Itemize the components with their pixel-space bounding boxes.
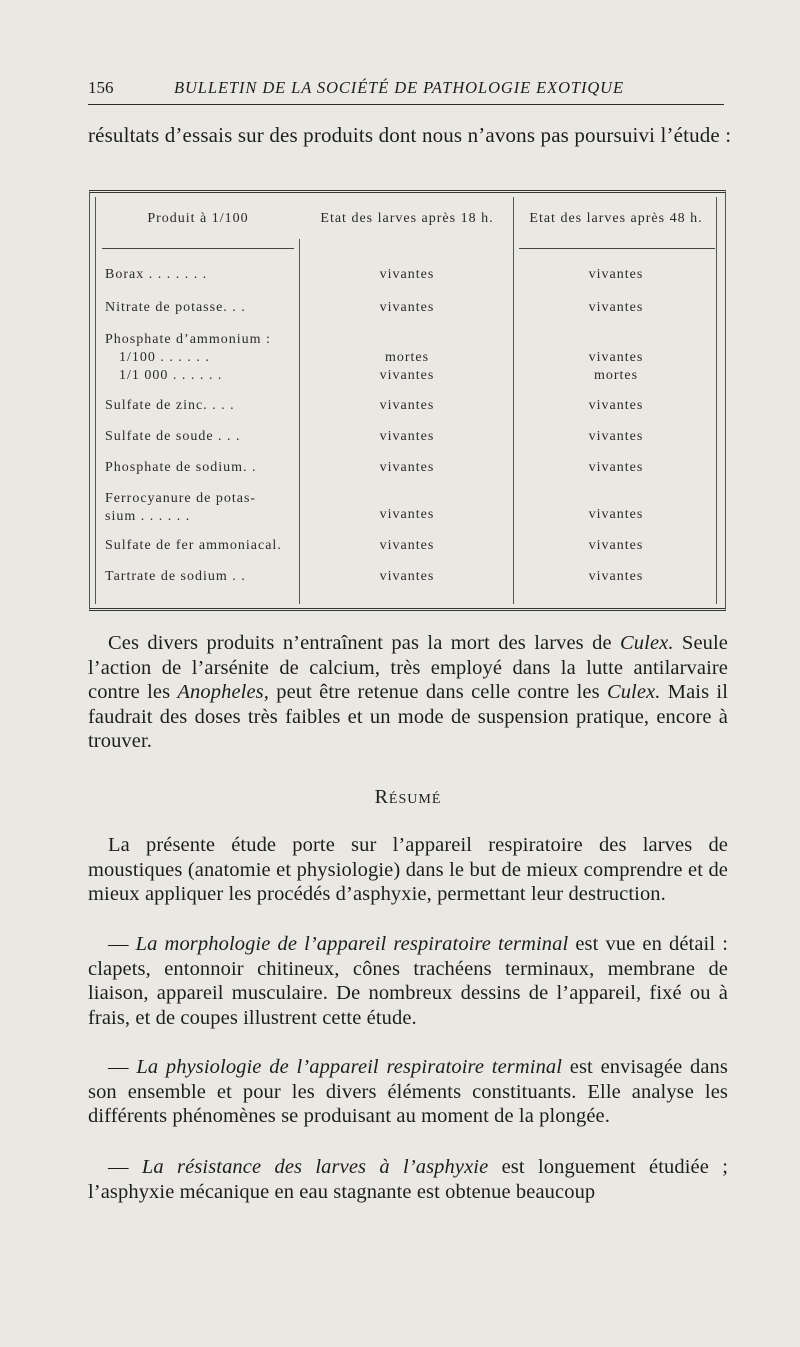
section-heading: Résumé xyxy=(374,786,442,808)
result-48h-cell: vivantes xyxy=(588,429,644,444)
physiology-paragraph xyxy=(88,1055,728,1129)
table-border-inner-left xyxy=(95,197,96,604)
running-header xyxy=(88,78,724,105)
running-title: BULLETIN DE LA SOCIÉTÉ DE PATHOLOGIE EXOTIQUE xyxy=(174,78,624,97)
product-name: Phosphate d’ammonium : xyxy=(105,332,271,347)
result-value: vivantes xyxy=(588,350,644,365)
product-cell: Sulfate de zinc. . . . xyxy=(105,398,235,413)
result-18h-cell xyxy=(302,349,512,385)
text-run: est vue en détail : clapets, entonnoir chitineux, cônes trachéens terminaux, membrane de liaison, appareil musculaire. De nombreux dessins de l’appareil, fixé ou à frais, et de coupes illustrent cette étude. xyxy=(88,933,728,1029)
text-run: Mais il faudrait des doses très faibles et un mode de suspension pratique, encore à trouver. xyxy=(88,681,728,752)
text-run: est longuement étudiée ; l’asphyxie mécanique en eau stagnante est obtenue beaucoup xyxy=(88,1156,729,1203)
table-header-rule xyxy=(519,248,715,249)
result-value: mortes xyxy=(384,350,430,365)
italic-term: Anopheles, xyxy=(177,681,269,703)
result-18h-cell: vivantes xyxy=(379,460,435,475)
resistance-paragraph xyxy=(88,1155,728,1204)
result-18h-cell: vivantes xyxy=(379,538,435,553)
product-cell: Nitrate de potasse. . . xyxy=(105,300,246,315)
result-48h-cell: vivantes xyxy=(588,398,644,413)
conclusion-paragraph xyxy=(88,631,728,754)
result-48h-cell: vivantes xyxy=(588,507,644,522)
morphology-paragraph xyxy=(88,932,728,1030)
result-value: mortes xyxy=(593,368,639,383)
result-value: vivantes xyxy=(379,368,435,383)
result-18h-cell: vivantes xyxy=(379,398,435,413)
product-cell: Borax . . . . . . . xyxy=(105,267,208,282)
table-header-product: Produit à 1/100 xyxy=(147,211,249,226)
result-48h-cell xyxy=(516,349,716,385)
result-18h-cell: vivantes xyxy=(379,267,435,282)
product-name: Ferrocyanure de potas- xyxy=(105,491,257,506)
results-table xyxy=(89,190,726,611)
result-48h-cell: vivantes xyxy=(588,569,644,584)
product-concentration: 1/1 000 . . . . . . xyxy=(119,368,223,383)
italic-term: La physiologie de l’appareil respiratoire terminal xyxy=(136,1056,563,1078)
product-cell: Sulfate de soude . . . xyxy=(105,429,241,444)
dash: — xyxy=(108,1156,142,1178)
italic-term: La résistance des larves à l’asphyxie xyxy=(141,1156,489,1178)
text-run: peut être retenue dans celle contre les xyxy=(268,681,607,703)
product-cell: Tartrate de sodium . . xyxy=(105,569,246,584)
intro-text: résultats d’essais sur des produits dont nous n’avons pas poursuivi l’étude : xyxy=(88,123,732,147)
result-18h-cell: vivantes xyxy=(379,429,435,444)
table-header-rule xyxy=(102,248,294,249)
result-18h-cell: vivantes xyxy=(379,300,435,315)
dash: — xyxy=(108,1056,137,1078)
product-cell xyxy=(105,331,300,385)
text-run: est envisagée dans son ensemble et pour les divers éléments constituants. Elle analyse les différents phénomènes se produisant au moment de la plongée. xyxy=(88,1056,728,1127)
text-run: La présente étude porte sur l’appareil respiratoire des larves de moustiques (anatomie et physiologie) dans le but de mieux comprendre et de mieux appliquer les procédés d’asphyxie, permettant leur destruction. xyxy=(88,834,728,905)
italic-term: Culex. xyxy=(620,632,674,654)
dash: — xyxy=(108,933,136,955)
table-header-18h: Etat des larves après 18 h. xyxy=(320,211,494,226)
result-48h-cell: vivantes xyxy=(588,460,644,475)
italic-term: Culex. xyxy=(606,681,661,703)
product-name-continued: sium . . . . . . xyxy=(105,509,191,524)
result-18h-cell: vivantes xyxy=(379,507,435,522)
table-header-48h: Etat des larves après 48 h. xyxy=(529,211,703,226)
product-cell: Phosphate de sodium. . xyxy=(105,460,257,475)
italic-term: La morphologie de l’appareil respiratoire terminal xyxy=(135,933,569,955)
page-number: 156 xyxy=(88,78,114,97)
result-48h-cell: vivantes xyxy=(588,538,644,553)
table-border-inner-right xyxy=(716,197,717,604)
summary-paragraph xyxy=(88,833,728,907)
result-48h-cell: vivantes xyxy=(588,300,644,315)
product-cell xyxy=(105,490,300,526)
text-run: Ces divers produits n’entraînent pas la mort des larves de xyxy=(108,632,621,654)
product-concentration: 1/100 . . . . . . xyxy=(119,350,210,365)
table-column-divider xyxy=(513,197,514,604)
product-cell: Sulfate de fer ammoniacal. xyxy=(105,538,282,553)
result-48h-cell: vivantes xyxy=(588,267,644,282)
result-18h-cell: vivantes xyxy=(379,569,435,584)
text-run: Seule l’action de l’arsénite de calcium, très employé dans la lutte antilarvaire contre les xyxy=(88,632,728,703)
